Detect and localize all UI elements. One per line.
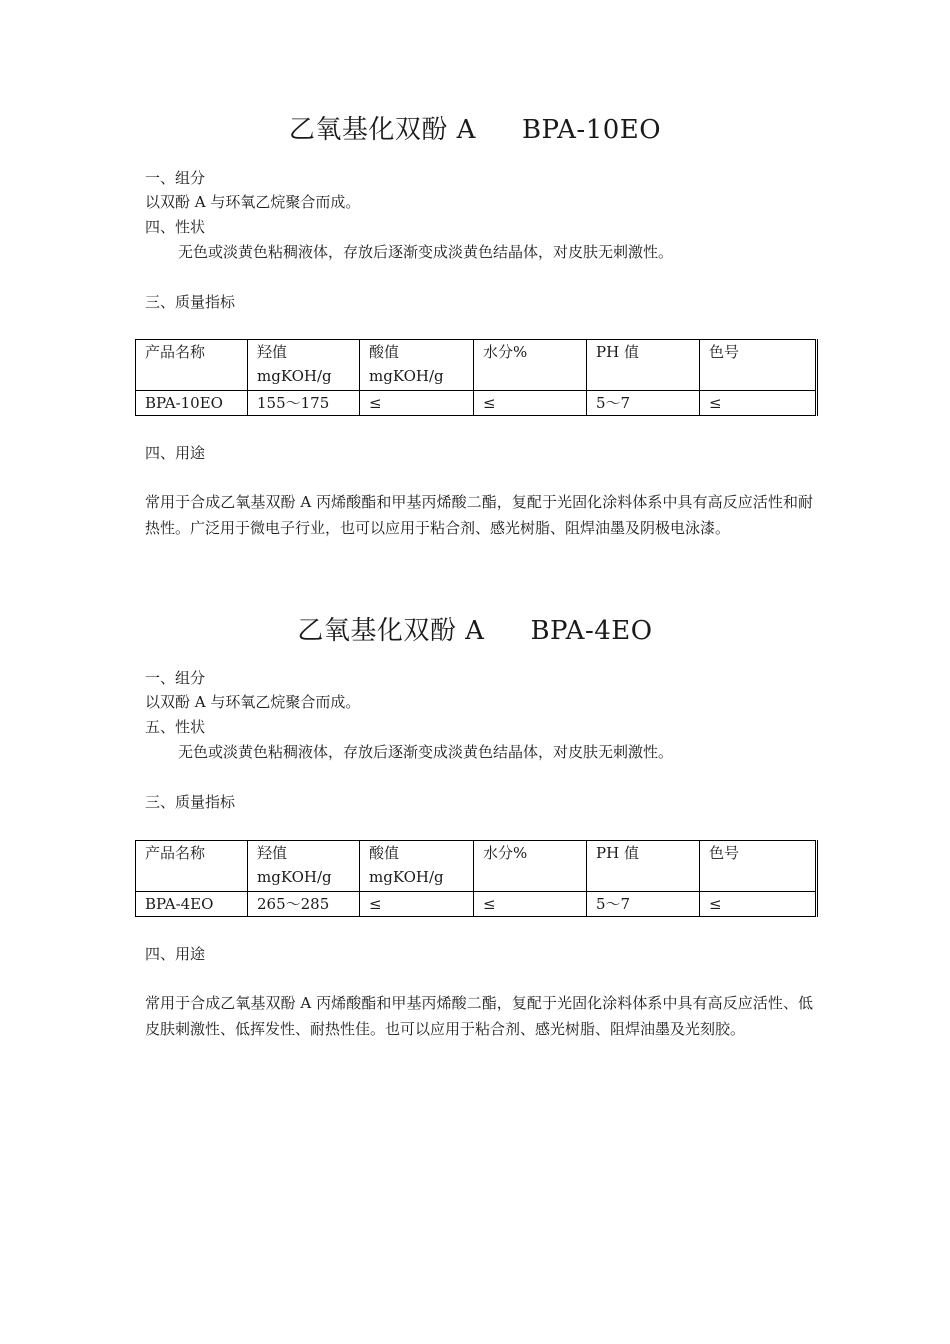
usage-heading: 四、用途 — [145, 945, 206, 963]
appearance-text: 无色或淡黄色粘稠液体，存放后逐渐变成淡黄色结晶体，对皮肤无刺激性。 — [178, 743, 674, 761]
table-row — [136, 892, 817, 917]
table-cell: 265～285 — [248, 892, 360, 917]
header-cell: 色号 — [700, 841, 817, 892]
composition-text: 以双酚 A 与环氧乙烷聚合而成。 — [145, 693, 361, 711]
header-unit: mgKOH/g — [369, 367, 444, 385]
table-header-row — [136, 841, 817, 892]
header-cell: 酸值 mgKOH/g — [360, 841, 474, 892]
product-title-name: 乙氧基化双酚 A — [297, 616, 485, 646]
table-cell: 155～175 — [248, 391, 360, 416]
quality-spec-table — [135, 840, 818, 917]
header-cell: PH 值 — [587, 340, 700, 391]
table-cell: ≤ — [360, 892, 474, 917]
header-cell: 色号 — [700, 340, 817, 391]
header-cell: 产品名称 — [136, 340, 248, 391]
table-cell: ≤ — [474, 391, 587, 416]
product-title — [0, 114, 950, 146]
product-title-code: BPA-4EO — [530, 616, 653, 646]
composition-heading: 一、组分 — [145, 169, 206, 187]
composition-text: 以双酚 A 与环氧乙烷聚合而成。 — [145, 193, 361, 211]
appearance-heading: 五、性状 — [145, 718, 206, 736]
table-cell: ≤ — [700, 892, 817, 917]
table-cell: ≤ — [700, 391, 817, 416]
header-cell: 酸值 mgKOH/g — [360, 340, 474, 391]
composition-heading: 一、组分 — [145, 669, 206, 687]
table-cell: BPA-10EO — [136, 391, 248, 416]
usage-text: 常用于合成乙氧基双酚 A 丙烯酸酯和甲基丙烯酸二酯，复配于光固化涂料体系中具有高反应活性、低皮肤刺激性、低挥发性、耐热性佳。也可以应用于粘合剂、感光树脂、阻焊油墨及光刻胶。 — [145, 994, 813, 1038]
quality-heading: 三、质量指标 — [145, 293, 236, 311]
header-cell: 水分% — [474, 340, 587, 391]
quality-heading: 三、质量指标 — [145, 793, 236, 811]
header-unit: mgKOH/g — [257, 367, 332, 385]
appearance-heading: 四、性状 — [145, 218, 206, 236]
table-cell: 5～7 — [587, 892, 700, 917]
usage-heading: 四、用途 — [145, 444, 206, 462]
header-unit: mgKOH/g — [257, 868, 332, 886]
usage-text: 常用于合成乙氧基双酚 A 丙烯酸酯和甲基丙烯酸二酯，复配于光固化涂料体系中具有高反应活性和耐热性。广泛用于微电子行业，也可以应用于粘合剂、感光树脂、阻焊油墨及阴极电泳漆。 — [145, 493, 813, 537]
table-row — [136, 391, 817, 416]
header-cell: 产品名称 — [136, 841, 248, 892]
product-title-code: BPA-10EO — [521, 115, 662, 145]
appearance-text: 无色或淡黄色粘稠液体，存放后逐渐变成淡黄色结晶体，对皮肤无刺激性。 — [178, 243, 674, 261]
header-cell: PH 值 — [587, 841, 700, 892]
header-cell: 羟值 mgKOH/g — [248, 340, 360, 391]
product-title — [0, 615, 950, 647]
table-cell: BPA-4EO — [136, 892, 248, 917]
product-title-name: 乙氧基化双酚 A — [288, 115, 476, 145]
header-unit: mgKOH/g — [369, 868, 444, 886]
quality-spec-table — [135, 339, 818, 416]
header-cell: 羟值 mgKOH/g — [248, 841, 360, 892]
table-cell: 5～7 — [587, 391, 700, 416]
header-cell: 水分% — [474, 841, 587, 892]
table-cell: ≤ — [474, 892, 587, 917]
table-header-row — [136, 340, 817, 391]
table-cell: ≤ — [360, 391, 474, 416]
